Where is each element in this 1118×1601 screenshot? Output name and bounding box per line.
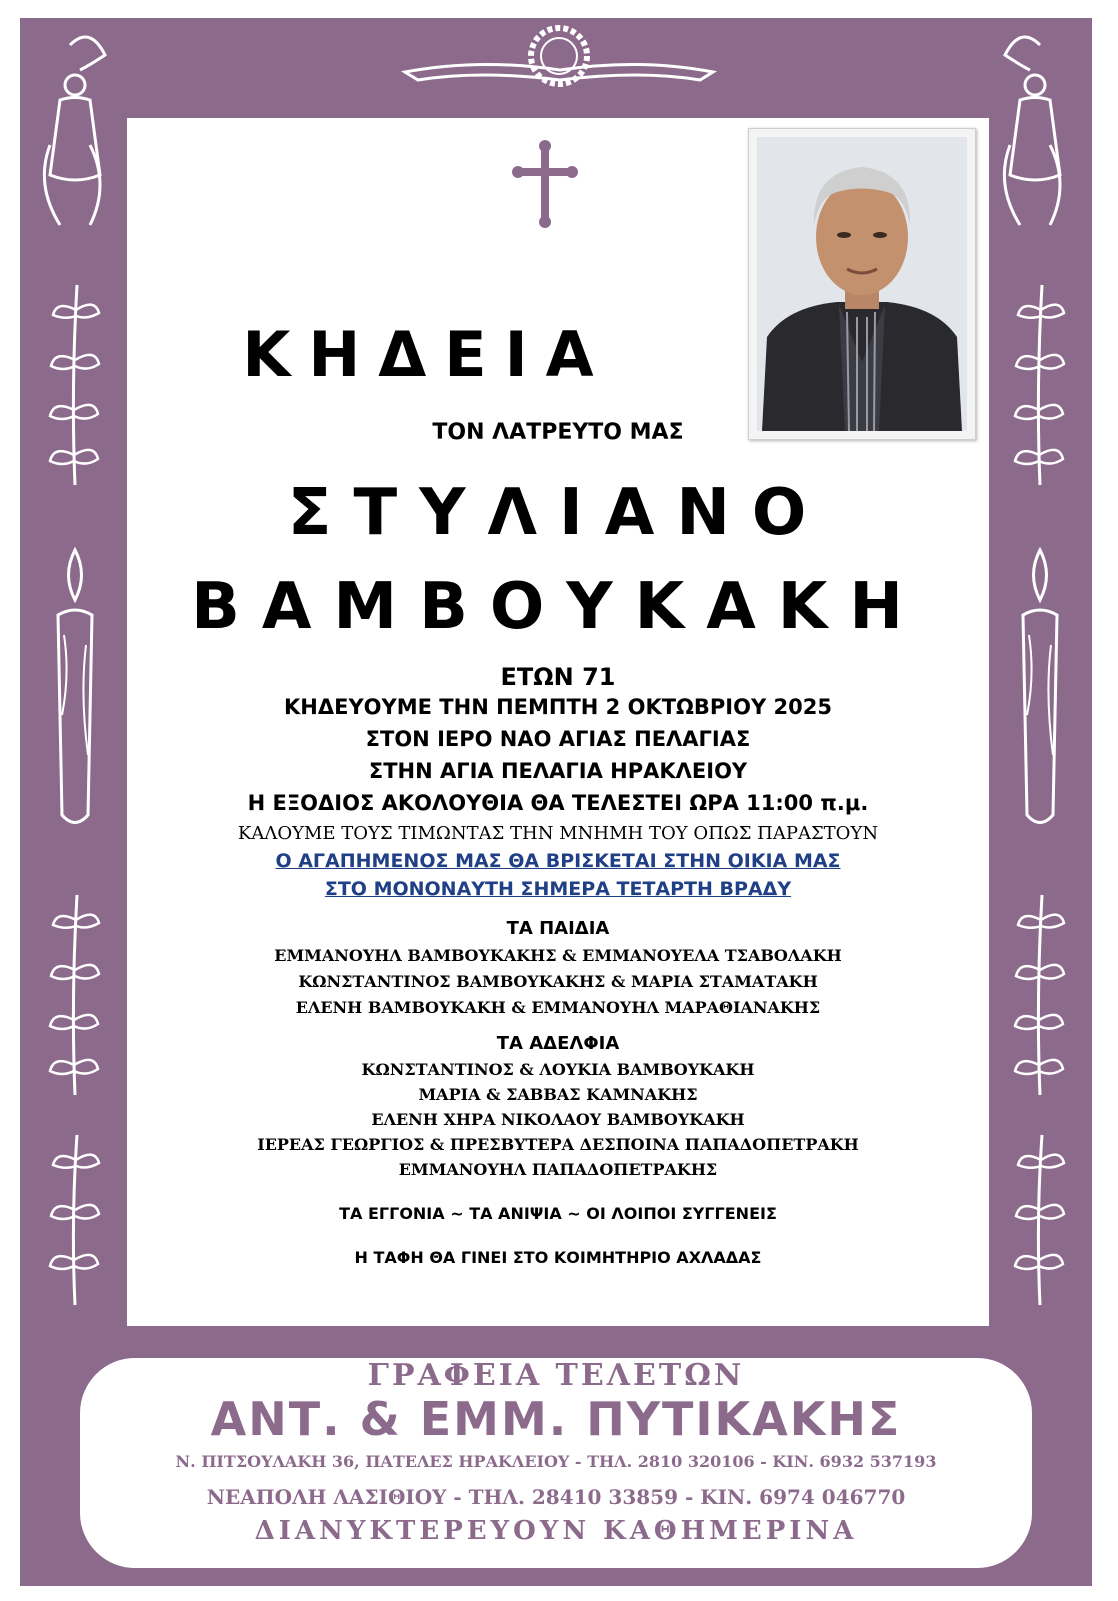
relatives-line: ΤΑ ΕΓΓΟΝΙΑ ~ ΤΑ ΑΝΙΨΙΑ ~ ΟΙ ΛΟΙΠΟΙ ΣΥΓΓΕΝΕΙΣ [339, 1204, 777, 1223]
sibling-entry: ΚΩΝΣΤΑΝΤΙΝΟΣ & ΛΟΥΚΙΑ ΒΑΜΒΟΥΚΑΚΗ [361, 1060, 755, 1079]
child-entry: ΚΩΝΣΤΑΝΤΙΝΟΣ ΒΑΜΒΟΥΚΑΚΗΣ & ΜΑΡΙΑ ΣΤΑΜΑΤΑΚΗ [298, 972, 818, 991]
place-line: ΣΤΗΝ ΑΓΙΑ ΠΕΛΑΓΙΑ ΗΡΑΚΛΕΙΟΥ [368, 759, 748, 783]
cross-icon [512, 138, 578, 230]
address-line-1: Ν. ΠΙΤΣΟΥΛΑΚΗ 36, ΠΑΤΕΛΕΣ ΗΡΑΚΛΕΙΟΥ - ΤΗΛ. 2810 320106 - ΚΙΝ. 6932 537193 [175, 1452, 937, 1471]
olive-branch-icon [45, 890, 105, 1100]
burial-line: Η ΤΑΦΗ ΘΑ ΓΙΝΕΙ ΣΤΟ ΚΟΙΜΗΤΗΡΙΟ ΑΧΛΑΔΑΣ [354, 1248, 762, 1267]
candle-icon [40, 545, 110, 835]
angel-icon [990, 25, 1080, 235]
funeral-home-name: ΑΝΤ. & ΕΜΜ. ΠΥΤΙΚΑΚΗΣ [210, 1392, 902, 1446]
siblings-heading: ΤΑ ΑΔΕΛΦΙΑ [496, 1033, 620, 1054]
church-line: ΣΤΟΝ ΙΕΡΟ ΝΑΟ ΑΓΙΑΣ ΠΕΛΑΓΙΑΣ [365, 727, 751, 751]
candle-icon [1005, 545, 1075, 835]
wreath-ribbon-ornament [400, 20, 718, 90]
olive-branch-icon [1010, 890, 1070, 1100]
child-entry: ΕΛΕΝΗ ΒΑΜΒΟΥΚΑΚΗ & ΕΜΜΑΝΟΥΗΛ ΜΑΡΑΘΙΑΝΑΚΗΣ [295, 998, 821, 1017]
sibling-entry: ΕΛΕΝΗ ΧΗΡΑ ΝΙΚΟΛΑΟΥ ΒΑΜΒΟΥΚΑΚΗ [371, 1110, 745, 1129]
wake-line-1: Ο ΑΓΑΠΗΜΕΝΟΣ ΜΑΣ ΘΑ ΒΡΙΣΚΕΤΑΙ ΣΤΗΝ ΟΙΚΙΑ ΜΑΣ [275, 850, 841, 872]
date-line: ΚΗΔΕΥΟΥΜΕ ΤΗΝ ΠΕΜΠΤΗ 2 ΟΚΤΩΒΡΙΟΥ 2025 [284, 695, 832, 719]
notice-title: ΚΗΔΕΙΑ [242, 318, 612, 391]
olive-branch-icon [45, 280, 105, 490]
man-portrait-icon [757, 137, 967, 431]
olive-branch-icon [1010, 280, 1070, 490]
sibling-entry: ΕΜΜΑΝΟΥΗΛ ΠΑΠΑΔΟΠΕΤΡΑΚΗΣ [398, 1160, 718, 1179]
age-line: ΕΤΩΝ 71 [500, 663, 616, 691]
child-entry: ΕΜΜΑΝΟΥΗΛ ΒΑΜΒΟΥΚΑΚΗΣ & ΕΜΜΑΝΟΥΕΛΑ ΤΣΑΒΟΛΑΚΗ [274, 946, 842, 965]
funeral-home-footer [80, 1358, 1032, 1568]
olive-branch-icon [1010, 1130, 1070, 1310]
footer-slogan: ΔΙΑΝΥΚΤΕΡΕΥΟΥΝ ΚΑΘΗΜΕΡΙΝΑ [254, 1516, 858, 1546]
olive-branch-icon [45, 1130, 105, 1310]
sibling-entry: ΙΕΡΕΑΣ ΓΕΩΡΓΙΟΣ & ΠΡΕΣΒΥΤΕΡΑ ΔΕΣΠΟΙΝΑ ΠΑΠΑΔΟΠΕΤΡΑΚΗ [257, 1135, 859, 1154]
wake-line-2: ΣΤΟ ΜΟΝΟΝΑΥΤΗ ΣΗΜΕΡΑ ΤΕΤΑΡΤΗ ΒΡΑΔΥ [324, 878, 792, 900]
children-heading: ΤΑ ΠΑΙΔΙΑ [506, 918, 610, 939]
address-line-2: ΝΕΑΠΟΛΗ ΛΑΣΙΘΙΟΥ - ΤΗΛ. 28410 33859 - ΚΙΝ. 6974 046770 [206, 1485, 906, 1509]
portrait-photo [748, 128, 976, 440]
intro-line: ΤΟΝ ΛΑΤΡΕΥΤΟ ΜΑΣ [432, 420, 684, 445]
invite-line: ΚΑΛΟΥΜΕ ΤΟΥΣ ΤΙΜΩΝΤΑΣ ΤΗΝ ΜΝΗΜΗ ΤΟΥ ΟΠΩΣ ΠΑΡΑΣΤΟΥΝ [237, 823, 879, 844]
sibling-entry: ΜΑΡΙΑ & ΣΑΒΒΑΣ ΚΑΜΝΑΚΗΣ [418, 1085, 698, 1104]
angel-icon [30, 25, 120, 235]
time-line: Η ΕΞΟΔΙΟΣ ΑΚΟΛΟΥΘΙΑ ΘΑ ΤΕΛΕΣΤΕΙ ΩΡΑ 11:00 π.μ. [247, 791, 869, 815]
footer-heading: ΓΡΑΦΕΙΑ ΤΕΛΕΤΩΝ [367, 1358, 745, 1393]
deceased-first-name: ΣΤΥΛΙΑΝΟ [287, 476, 829, 550]
deceased-last-name: ΒΑΜΒΟΥΚΑΚΗ [191, 570, 925, 644]
